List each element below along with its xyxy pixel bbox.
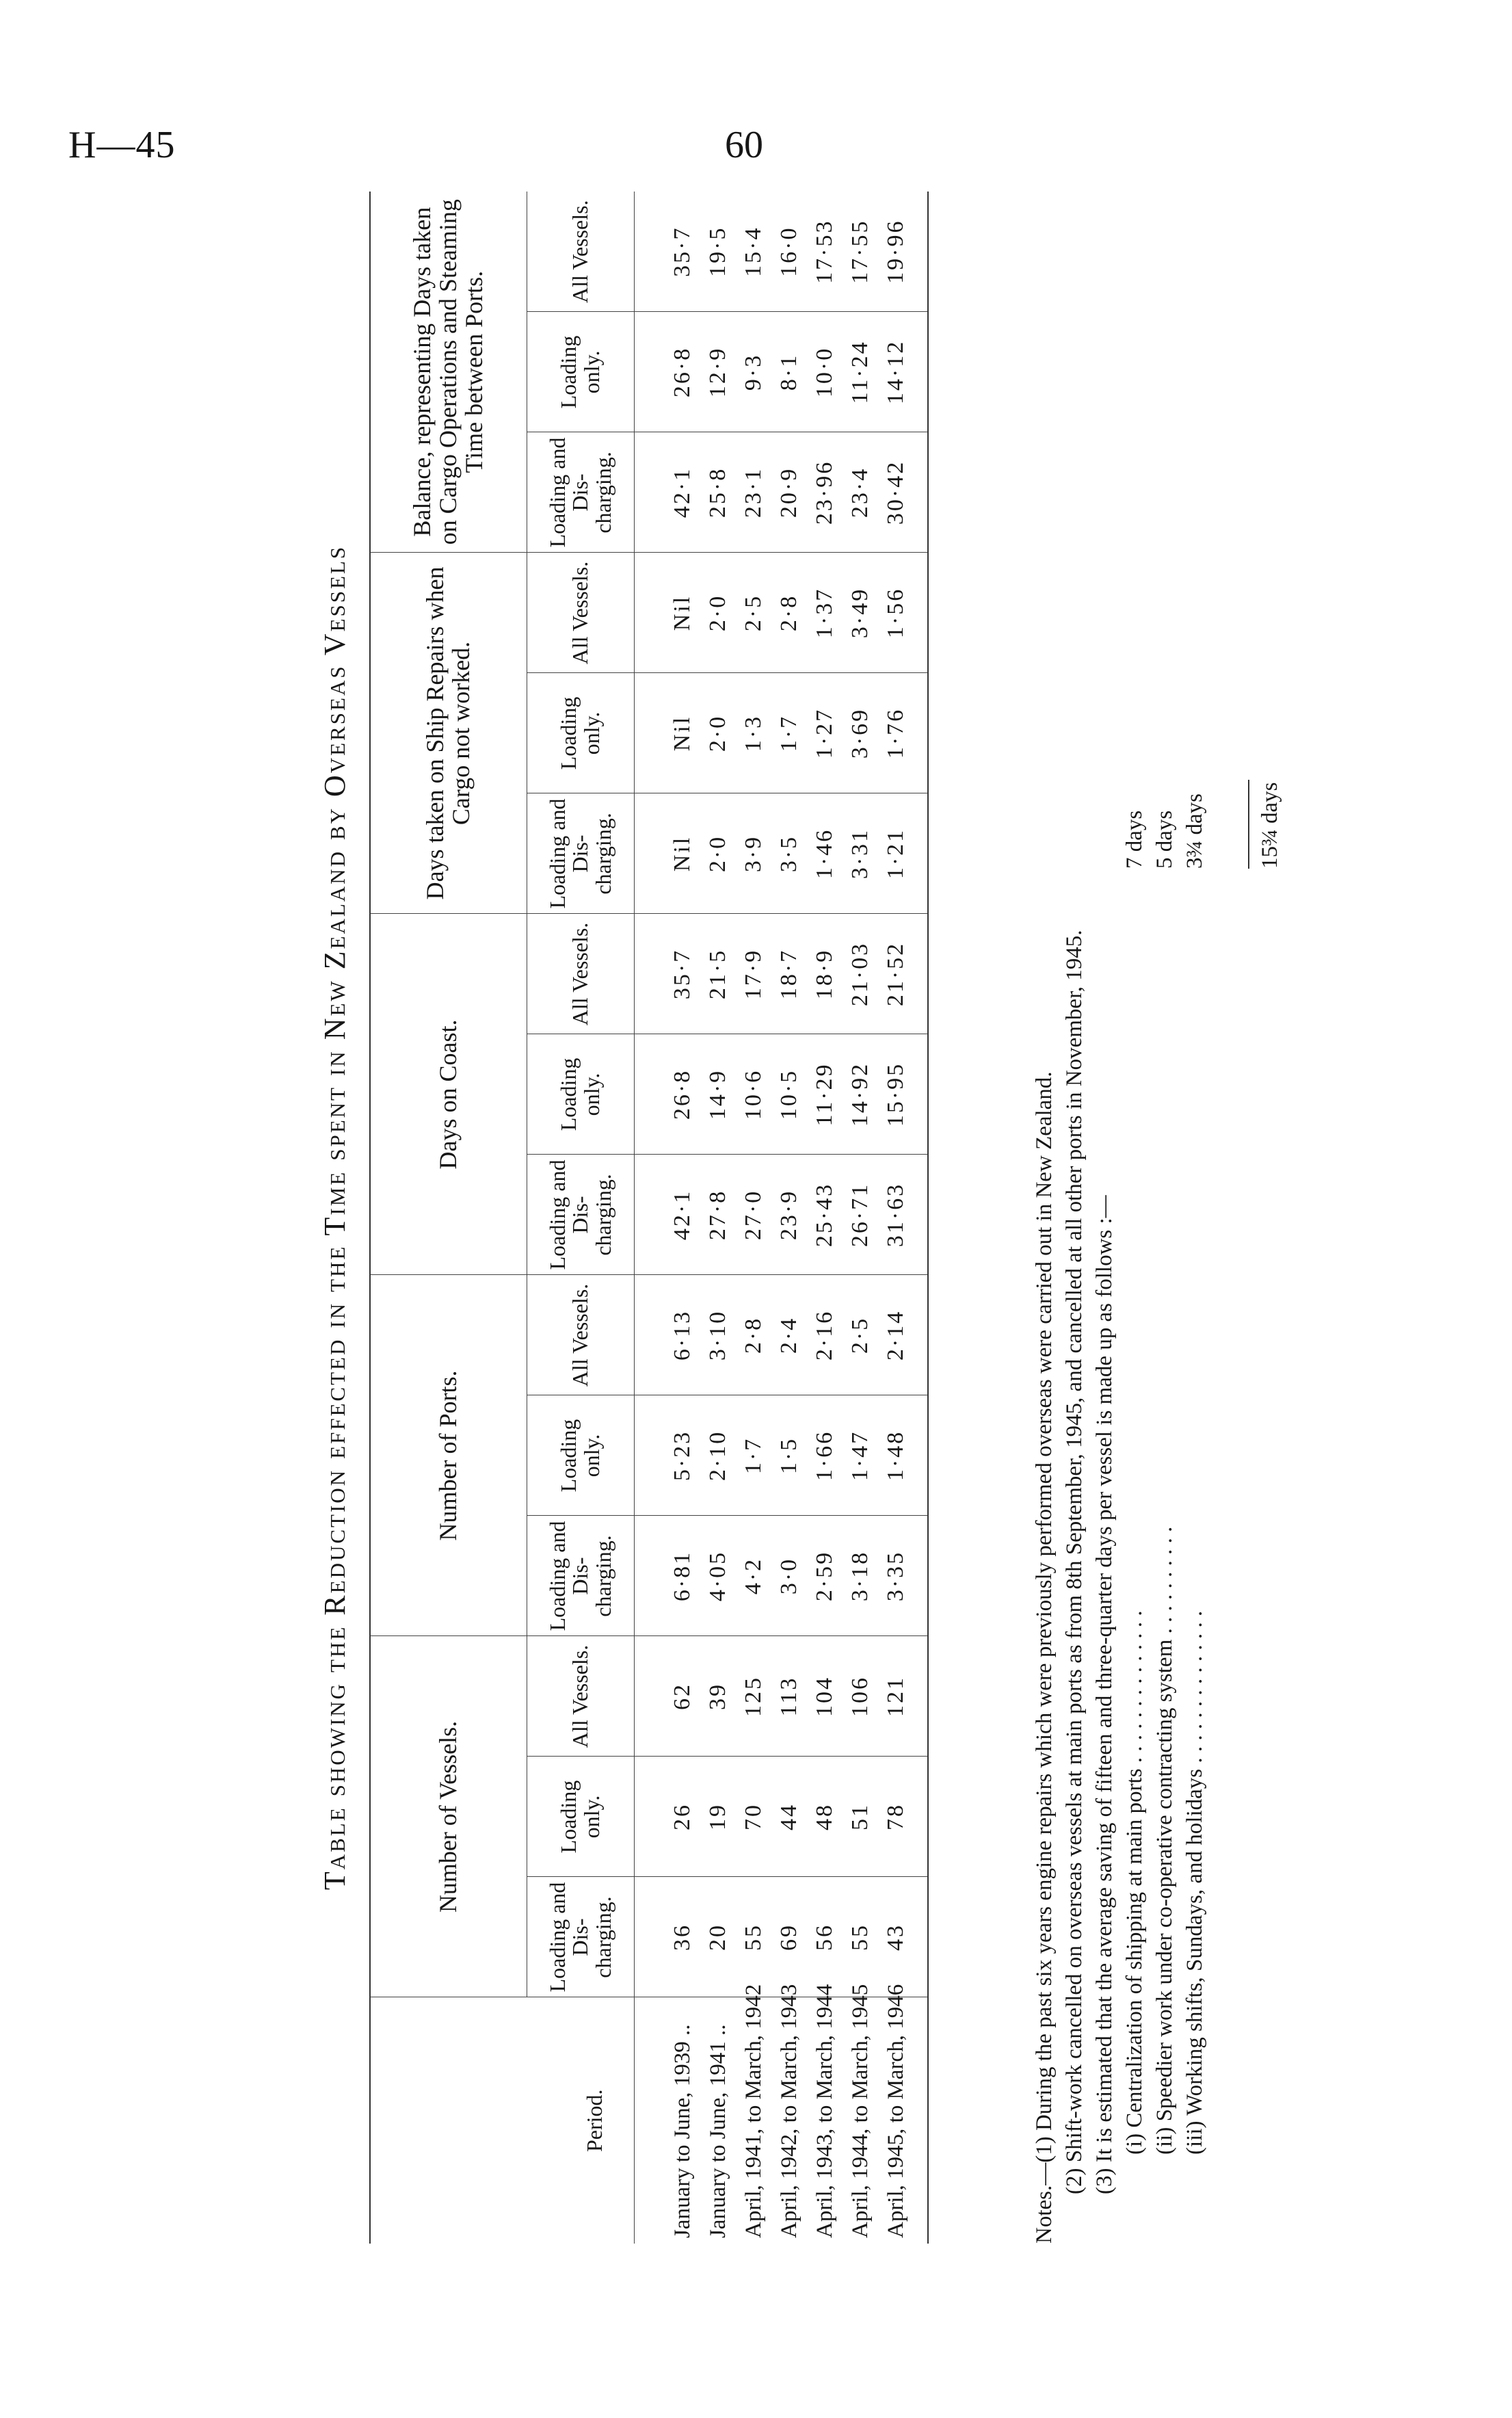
value-cell: 18·9	[807, 914, 843, 1034]
group-header-number-of-ports: Number of Ports.	[370, 1275, 527, 1636]
saving-item-value: 3¾ days	[1182, 793, 1207, 869]
table-row	[843, 192, 878, 2244]
rotated-content	[315, 192, 1409, 2244]
value-cell: 15·95	[878, 1034, 928, 1155]
value-cell: 2·0	[700, 553, 736, 673]
value-cell: 4·2	[736, 1516, 771, 1636]
group-header-number-of-vessels: Number of Vessels.	[370, 1636, 527, 1997]
value-cell: 21·03	[843, 914, 878, 1034]
value-cell: 2·59	[807, 1516, 843, 1636]
value-cell: 78	[878, 1757, 928, 1877]
saving-item-label: (i) Centralization of shipping at main ports . . . . . . . . . . . . . .	[1122, 1610, 1147, 2155]
value-cell: 14·92	[843, 1034, 878, 1155]
value-cell: 56	[807, 1877, 843, 1997]
value-cell: Nil	[635, 553, 701, 673]
value-cell: 36	[635, 1877, 701, 1997]
note-1: Notes.—(1) During the past six years engine repairs which were previously performed overseas were carried out in New Zealand.	[1032, 1071, 1057, 2244]
group-header-balance: Balance, representing Days taken on Cargo Operations and Steaming Time between Ports.	[370, 192, 527, 553]
value-cell: 42·1	[635, 1155, 701, 1275]
value-cell: 1·66	[807, 1395, 843, 1516]
page-reference: H—45	[68, 124, 176, 166]
value-cell: 2·0	[700, 673, 736, 793]
value-cell: 30·42	[878, 432, 928, 553]
subheader-all-vessels: All Vessels.	[527, 192, 635, 312]
value-cell: 26·8	[635, 1034, 701, 1155]
saving-item-working-shifts	[1180, 192, 1210, 2244]
value-cell: 17·55	[847, 219, 873, 284]
value-cell: 3·10	[700, 1275, 736, 1395]
value-cell: 44	[771, 1757, 807, 1877]
subheader-all-vessels: All Vessels.	[527, 1275, 635, 1395]
value-cell: 11·29	[807, 1034, 843, 1155]
subheader-loading-discharging: Loading and Dis-charging.	[527, 793, 635, 914]
value-cell: 2·5	[736, 553, 771, 673]
value-cell: 1·56	[878, 553, 928, 673]
value-cell: 3·69	[843, 673, 878, 793]
saving-item-centralization	[1119, 192, 1150, 2244]
value-cell: 55	[843, 1877, 878, 1997]
value-cell: 3·31	[843, 793, 878, 914]
table-row	[878, 192, 928, 2244]
subheader-loading-discharging: Loading and Dis-charging.	[527, 1877, 635, 1997]
subheader-loading-discharging: Loading and Dis-charging.	[527, 432, 635, 553]
saving-item-label: (iii) Working shifts, Sundays, and holidays . . . . . . . . . . . . . .	[1182, 1610, 1207, 2155]
value-cell: 16·0	[776, 226, 801, 277]
value-cell: 18·7	[771, 914, 807, 1034]
value-cell: 12·9	[700, 312, 736, 432]
period-cell: January to June, 1939 ..	[635, 1997, 701, 2244]
value-cell: 26·71	[843, 1155, 878, 1275]
subheader-loading-only: Loading only.	[527, 673, 635, 793]
value-cell: 113	[771, 1636, 807, 1757]
value-cell: 31·63	[878, 1155, 928, 1275]
value-cell: 69	[771, 1877, 807, 1997]
value-cell: 21·52	[878, 914, 928, 1034]
value-cell: 3·5	[771, 793, 807, 914]
value-cell: 1·3	[736, 673, 771, 793]
period-cell: April, 1943, to March, 1944	[807, 1997, 843, 2244]
period-cell: April, 1944, to March, 1945	[843, 1997, 878, 2244]
value-cell: 23·1	[736, 432, 771, 553]
value-cell: 6·13	[635, 1275, 701, 1395]
value-cell: 3·0	[771, 1516, 807, 1636]
value-cell: 15·4	[741, 226, 766, 277]
subheader-all-vessels: All Vessels.	[527, 1636, 635, 1757]
value-cell: Nil	[635, 793, 701, 914]
subheader-loading-only: Loading only.	[527, 1034, 635, 1155]
value-cell: 26·8	[635, 312, 701, 432]
value-cell: 62	[635, 1636, 701, 1757]
value-cell: 23·96	[807, 432, 843, 553]
value-cell: 21·5	[700, 914, 736, 1034]
table-row	[807, 192, 843, 2244]
value-cell: 121	[878, 1636, 928, 1757]
value-cell: 17·9	[736, 914, 771, 1034]
value-cell: 19·5	[705, 226, 730, 277]
value-cell: 23·9	[771, 1155, 807, 1275]
vessel-time-table	[369, 192, 929, 2244]
value-cell: 106	[843, 1636, 878, 1757]
value-cell: 27·0	[736, 1155, 771, 1275]
value-cell: 1·46	[807, 793, 843, 914]
saving-item-speedier-work	[1150, 192, 1180, 2244]
value-cell: 20	[700, 1877, 736, 1997]
value-cell: 25·8	[700, 432, 736, 553]
value-cell: 10·6	[736, 1034, 771, 1155]
value-cell: 3·35	[878, 1516, 928, 1636]
subheader-loading-only: Loading only.	[527, 1757, 635, 1877]
group-header-ship-repairs: Days taken on Ship Repairs when Cargo not worked.	[370, 553, 527, 914]
value-cell: 1·37	[807, 553, 843, 673]
value-cell: 1·5	[771, 1395, 807, 1516]
subheader-loading-discharging: Loading and Dis-charging.	[527, 1155, 635, 1275]
value-cell: 2·14	[878, 1275, 928, 1395]
notes-section	[1029, 192, 1282, 2244]
value-cell: 10·5	[771, 1034, 807, 1155]
page-number: 60	[725, 124, 763, 166]
value-cell: 3·9	[736, 793, 771, 914]
value-cell: 1·47	[843, 1395, 878, 1516]
value-cell: 17·53	[812, 219, 837, 284]
value-cell: 48	[807, 1757, 843, 1877]
saving-item-value: 5 days	[1152, 810, 1177, 869]
value-cell: 1·76	[878, 673, 928, 793]
period-header: Period.	[370, 1997, 635, 2244]
value-cell: 2·16	[807, 1275, 843, 1395]
value-cell: 35·7	[635, 914, 701, 1034]
value-cell: 2·10	[700, 1395, 736, 1516]
value-cell: 125	[736, 1636, 771, 1757]
period-cell: April, 1941, to March, 1942	[736, 1997, 771, 2244]
value-cell: 1·27	[807, 673, 843, 793]
value-cell: 2·0	[700, 793, 736, 914]
value-cell: 8·1	[771, 312, 807, 432]
value-cell: 9·3	[736, 312, 771, 432]
value-cell: 2·4	[771, 1275, 807, 1395]
value-cell: 26	[635, 1757, 701, 1877]
value-cell: 2·8	[736, 1275, 771, 1395]
period-cell: April, 1942, to March, 1943	[771, 1997, 807, 2244]
value-cell: 3·49	[843, 553, 878, 673]
value-cell: 6·81	[635, 1516, 701, 1636]
subheader-loading-only: Loading only.	[527, 1395, 635, 1516]
total-saving: 15¾ days	[1258, 782, 1282, 869]
value-cell: 4·05	[700, 1516, 736, 1636]
value-cell: 39	[700, 1636, 736, 1757]
subheader-all-vessels: All Vessels.	[527, 553, 635, 673]
saving-item-label: (ii) Speedier work under co-operative contracting system . . . . . . . . . .	[1152, 1526, 1177, 2155]
value-cell: 2·5	[843, 1275, 878, 1395]
value-cell: 19·96	[883, 219, 908, 284]
table-row	[771, 192, 807, 2244]
table-row	[635, 192, 701, 2244]
period-cell: April, 1945, to March, 1946	[878, 1997, 928, 2244]
value-cell: 11·24	[843, 312, 878, 432]
value-cell: 1·7	[736, 1395, 771, 1516]
subheader-all-vessels: All Vessels.	[527, 914, 635, 1034]
value-cell: 1·7	[771, 673, 807, 793]
value-cell: 51	[843, 1757, 878, 1877]
value-cell: 10·0	[807, 312, 843, 432]
value-cell: 14·12	[878, 312, 928, 432]
value-cell: 42·1	[635, 432, 701, 553]
value-cell: 25·43	[807, 1155, 843, 1275]
period-cell: January to June, 1941 ..	[700, 1997, 736, 2244]
note-3: (3) It is estimated that the average saving of fifteen and three-quarter days per vessel is made up as follows :—	[1092, 1195, 1117, 2194]
saving-item-value: 7 days	[1122, 810, 1147, 869]
value-cell: 43	[878, 1877, 928, 1997]
value-cell: 70	[736, 1757, 771, 1877]
table-row	[700, 192, 736, 2244]
value-cell: 35·7	[669, 226, 695, 277]
value-cell: Nil	[635, 673, 701, 793]
value-cell: 27·8	[700, 1155, 736, 1275]
note-2: (2) Shift-work cancelled on overseas vessels at main ports as from 8th September, 1945, and cancelled at all other ports in November, 1945.	[1062, 930, 1087, 2194]
value-cell: 55	[736, 1877, 771, 1997]
value-cell: 5·23	[635, 1395, 701, 1516]
value-cell: 20·9	[771, 432, 807, 553]
value-cell: 19	[700, 1757, 736, 1877]
table-title: Table showing the Reduction effected in the Time spent in New Zealand by Overseas Vessels	[318, 544, 352, 1891]
value-cell: 14·9	[700, 1034, 736, 1155]
value-cell: 104	[807, 1636, 843, 1757]
value-cell: 1·21	[878, 793, 928, 914]
value-cell: 3·18	[843, 1516, 878, 1636]
value-cell: 2·8	[771, 553, 807, 673]
group-header-days-on-coast: Days on Coast.	[370, 914, 527, 1275]
table-row	[736, 192, 771, 2244]
total-rule	[1248, 780, 1249, 869]
value-cell: 23·4	[843, 432, 878, 553]
value-cell: 1·48	[878, 1395, 928, 1516]
subheader-loading-only: Loading only.	[527, 312, 635, 432]
subheader-loading-discharging: Loading and Dis-charging.	[527, 1516, 635, 1636]
